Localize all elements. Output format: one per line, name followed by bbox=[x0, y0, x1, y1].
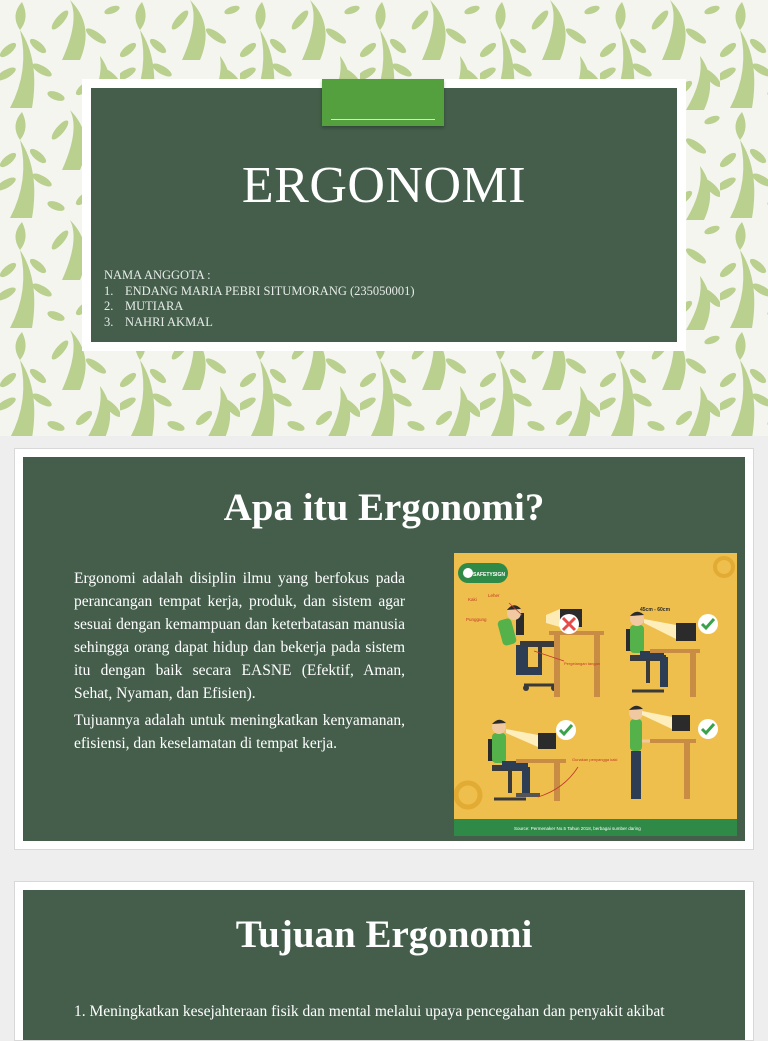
source-note: Source: Permenaker No.5 Tahun 2018, berbagai sumber daring bbox=[514, 826, 641, 831]
member-list bbox=[104, 268, 415, 330]
label-punggung: Punggung bbox=[466, 617, 487, 622]
member-name: MUTIARA bbox=[125, 299, 184, 313]
purpose-slide bbox=[14, 881, 754, 1041]
accent-tab bbox=[322, 79, 444, 126]
member-name: NAHRI AKMAL bbox=[125, 314, 213, 329]
label-kaki: Kaki bbox=[468, 597, 477, 602]
label-leher: Leher bbox=[488, 593, 500, 598]
accent-tab-line bbox=[331, 119, 435, 120]
member-item bbox=[104, 299, 415, 315]
member-item bbox=[104, 315, 415, 331]
definition-heading: Apa itu Ergonomi? bbox=[223, 486, 545, 529]
member-number: 1. bbox=[104, 283, 114, 298]
label-jarak: 45cm - 60cm bbox=[640, 607, 671, 613]
purpose-paragraph: Tujuannya adalah untuk meningkatkan kenyamanan, efisiensi, dan keselamatan di tempat kerja. bbox=[74, 712, 405, 752]
title-slide bbox=[0, 0, 768, 436]
definition-paragraph: Ergonomi adalah disiplin ilmu yang berfokus pada perancangan tempat kerja, produk, dan sistem agar sesuai dengan kemampuan dan keterbatasan manusia sehingga orang dapat hidup dan bekerja pada sistem itu dengan baik secara EASNE (Efektif, Aman, Sehat, Nyaman, dan Efisien). bbox=[74, 570, 405, 702]
logo-icon bbox=[463, 568, 473, 578]
ergonomic-posture-infographic bbox=[454, 553, 737, 836]
purpose-point: 1. Meningkatkan kesejahteraan fisik dan mental melalui upaya pencegahan dan penyakit akibat bbox=[74, 1003, 665, 1020]
definition-body bbox=[74, 567, 405, 759]
member-name: ENDANG MARIA PEBRI SITUMORANG (235050001) bbox=[125, 283, 415, 298]
member-number: 2. bbox=[104, 299, 114, 313]
label-penyangga: Gunakan penyangga kaki bbox=[572, 757, 618, 762]
brand-label: SAFETYSIGN bbox=[473, 572, 505, 578]
purpose-heading: Tujuan Ergonomi bbox=[235, 913, 533, 956]
label-pergelangan: Pergelangan tangan bbox=[564, 661, 601, 666]
member-item bbox=[104, 284, 415, 300]
member-list-heading: NAMA ANGGOTA : bbox=[104, 268, 211, 282]
member-number: 3. bbox=[104, 314, 114, 329]
slide-title: ERGONOMI bbox=[241, 157, 527, 214]
purpose-card bbox=[23, 890, 745, 1040]
definition-slide bbox=[14, 448, 754, 850]
definition-card bbox=[23, 457, 745, 841]
